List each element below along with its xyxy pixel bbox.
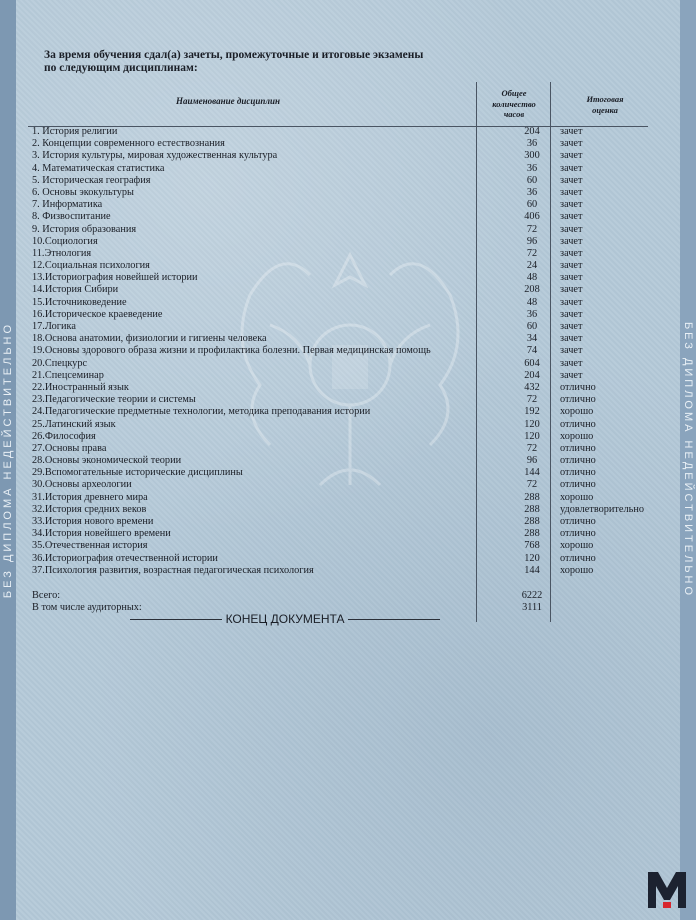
table-row xyxy=(32,236,672,248)
table-row xyxy=(32,187,672,199)
header-grade-line-2: оценка xyxy=(592,104,618,115)
discipline-grade: отлично xyxy=(560,381,596,393)
discipline-grade: зачет xyxy=(560,345,583,357)
table-row xyxy=(32,516,672,528)
discipline-name: 28.Основы экономической теории xyxy=(32,455,182,467)
discipline-hours: 96 xyxy=(526,455,538,467)
discipline-hours: 72 xyxy=(526,479,538,491)
table-row xyxy=(32,504,672,516)
discipline-name: 36.Историография отечественной истории xyxy=(32,552,218,564)
discipline-grade: зачет xyxy=(560,369,583,381)
discipline-grade: зачет xyxy=(560,186,583,198)
discipline-grade: отлично xyxy=(560,442,596,454)
discipline-name: 31.История древнего мира xyxy=(32,491,148,503)
discipline-name: 4. Математическая статистика xyxy=(32,162,165,174)
table-row xyxy=(32,260,672,272)
discipline-hours: 204 xyxy=(524,126,540,137)
discipline-grade: отлично xyxy=(560,528,596,540)
discipline-hours: 604 xyxy=(524,357,540,369)
right-strip-text: БЕЗ ДИПЛОМА НЕДЕЙСТВИТЕЛЬНО xyxy=(682,321,694,599)
table-row xyxy=(32,467,672,479)
discipline-list xyxy=(32,126,672,577)
header-hours-line-3: часов xyxy=(503,109,525,119)
discipline-grade: отлично xyxy=(560,394,596,406)
table-row xyxy=(32,284,672,296)
discipline-name: 7. Информатика xyxy=(32,199,103,211)
table-row xyxy=(32,224,672,236)
right-security-strip xyxy=(680,0,696,920)
discipline-name: 6. Основы экокультуры xyxy=(32,186,134,198)
discipline-hours: 74 xyxy=(526,345,538,357)
m-logo-icon xyxy=(644,866,690,912)
discipline-name: 12.Социальная психология xyxy=(32,260,150,272)
discipline-hours: 120 xyxy=(524,430,540,442)
discipline-hours: 288 xyxy=(524,516,540,527)
discipline-name: 13.Историография новейшей истории xyxy=(32,272,198,284)
discipline-name: 20.Спецкурс xyxy=(32,357,88,369)
discipline-grade: хорошо xyxy=(560,540,594,552)
discipline-hours: 36 xyxy=(526,138,538,150)
discipline-grade: зачет xyxy=(560,199,583,211)
discipline-hours: 144 xyxy=(524,467,540,479)
discipline-name: 15.Источниковедение xyxy=(32,296,127,308)
table-row xyxy=(32,419,672,431)
left-strip-text: БЕЗ ДИПЛОМА НЕДЕЙСТВИТЕЛЬНО xyxy=(2,321,14,599)
auditory-label: В том числе аудиторных: xyxy=(32,602,142,614)
table-row xyxy=(32,199,672,211)
discipline-grade: зачет xyxy=(560,174,583,186)
discipline-hours: 48 xyxy=(526,272,538,284)
table-row xyxy=(32,345,672,357)
discipline-hours: 36 xyxy=(526,308,538,320)
discipline-name: 10.Социология xyxy=(32,235,98,247)
discipline-grade: зачет xyxy=(560,162,583,174)
discipline-grade: зачет xyxy=(560,138,583,150)
discipline-grade: отлично xyxy=(560,455,596,467)
header-hours-line-2: количество xyxy=(492,98,536,109)
discipline-name: 8. Физвоспитание xyxy=(32,211,111,223)
discipline-grade: хорошо xyxy=(560,491,594,503)
discipline-grade: хорошо xyxy=(560,564,594,576)
total-hours: 6222 xyxy=(521,590,543,601)
discipline-name: 5. Историческая география xyxy=(32,174,151,186)
table-row xyxy=(32,211,672,223)
discipline-hours: 72 xyxy=(526,394,538,406)
discipline-hours: 768 xyxy=(524,540,540,552)
discipline-hours: 208 xyxy=(524,284,540,296)
discipline-hours: 60 xyxy=(526,321,538,332)
table-row xyxy=(32,370,672,382)
table-row xyxy=(32,528,672,540)
discipline-name: 30.Основы археологии xyxy=(32,479,132,491)
discipline-grade: зачет xyxy=(560,150,583,162)
table-row xyxy=(32,540,672,552)
discipline-hours: 288 xyxy=(524,503,540,515)
discipline-hours: 72 xyxy=(526,223,538,235)
intro-line-1: За время обучения сдал(а) зачеты, промежуточные и итоговые экзамены xyxy=(44,49,424,61)
table-row xyxy=(32,492,672,504)
discipline-hours: 72 xyxy=(526,247,538,259)
discipline-name: 3. История культуры, мировая художественная культура xyxy=(32,150,278,162)
discipline-name: 9. История образования xyxy=(32,223,137,235)
discipline-name: 24.Педагогические предметные технологии, методика преподавания истории xyxy=(32,406,371,418)
discipline-hours: 60 xyxy=(526,199,538,211)
discipline-hours: 36 xyxy=(526,162,538,174)
discipline-hours: 120 xyxy=(524,552,540,564)
discipline-name: 17.Логика xyxy=(32,321,76,332)
discipline-hours: 192 xyxy=(524,406,540,418)
discipline-name: 11.Этнология xyxy=(32,247,92,259)
discipline-hours: 120 xyxy=(524,418,540,430)
discipline-hours: 406 xyxy=(524,211,540,223)
discipline-name: 35.Отечественная история xyxy=(32,540,148,552)
table-row xyxy=(32,150,672,162)
table-row xyxy=(32,163,672,175)
discipline-name: 27.Основы права xyxy=(32,442,107,454)
discipline-hours: 34 xyxy=(526,333,538,345)
discipline-grade: зачет xyxy=(560,308,583,320)
intro-text xyxy=(44,49,423,75)
discipline-hours: 204 xyxy=(524,369,540,381)
discipline-name: 19.Основы здорового образа жизни и профилактика болезни. Первая медицинская помощь xyxy=(32,345,431,357)
discipline-name: 32.История средних веков xyxy=(32,503,147,515)
table-row xyxy=(32,138,672,150)
table-row xyxy=(32,358,672,370)
discipline-grade: зачет xyxy=(560,284,583,296)
discipline-grade: зачет xyxy=(560,357,583,369)
header-hours-line-1: Общее xyxy=(501,88,527,98)
discipline-grade: отлично xyxy=(560,516,596,527)
discipline-hours: 288 xyxy=(524,491,540,503)
left-security-strip xyxy=(0,0,16,920)
discipline-name: 34.История новейшего времени xyxy=(32,528,171,540)
discipline-name: 22.Иностранный язык xyxy=(32,381,129,393)
intro-line-2: по следующим дисциплинам: xyxy=(44,62,198,74)
discipline-name: 21.Спецсеминар xyxy=(32,369,104,381)
discipline-hours: 72 xyxy=(526,442,538,454)
table-row xyxy=(32,565,672,577)
discipline-hours: 96 xyxy=(526,235,538,247)
discipline-hours: 24 xyxy=(526,260,538,272)
total-label: Всего: xyxy=(32,590,61,601)
table-row xyxy=(32,175,672,187)
discipline-grade: отлично xyxy=(560,418,596,430)
discipline-name: 1. История религии xyxy=(32,126,118,137)
discipline-grade: зачет xyxy=(560,333,583,345)
discipline-hours: 60 xyxy=(526,174,538,186)
discipline-name: 37.Психология развития, возрастная педагогическая психология xyxy=(32,564,314,576)
discipline-grade: зачет xyxy=(560,247,583,259)
table-row xyxy=(32,406,672,418)
discipline-name: 23.Педагогические теории и системы xyxy=(32,394,196,406)
header-grade-line-1: Итоговая xyxy=(586,94,624,104)
table-row xyxy=(32,479,672,491)
discipline-hours: 48 xyxy=(526,296,538,308)
discipline-grade: отлично xyxy=(560,552,596,564)
discipline-name: 16.Историческое краеведение xyxy=(32,308,163,320)
discipline-name: 29.Вспомогательные исторические дисциплины xyxy=(32,467,243,479)
discipline-name: 33.История нового времени xyxy=(32,516,154,527)
table-row xyxy=(32,333,672,345)
auditory-hours: 3111 xyxy=(522,602,542,614)
discipline-grade: зачет xyxy=(560,223,583,235)
discipline-grade: зачет xyxy=(560,272,583,284)
discipline-grade: хорошо xyxy=(560,430,594,442)
discipline-hours: 288 xyxy=(524,528,540,540)
table-row xyxy=(32,553,672,565)
discipline-hours: 144 xyxy=(524,564,540,576)
header-total-hours xyxy=(480,88,548,120)
end-dash-left xyxy=(130,619,222,620)
discipline-grade: удовлетворительно xyxy=(560,503,644,515)
table-row xyxy=(32,431,672,443)
table-row xyxy=(32,272,672,284)
discipline-name: 25.Латинский язык xyxy=(32,418,116,430)
table-row xyxy=(32,309,672,321)
table-row xyxy=(32,394,672,406)
discipline-hours: 432 xyxy=(524,381,540,393)
discipline-grade: отлично xyxy=(560,479,596,491)
table-row xyxy=(32,321,672,333)
discipline-name: 2. Концепции современного естествознания xyxy=(32,138,225,150)
table-row xyxy=(32,126,672,138)
discipline-name: 14.История Сибири xyxy=(32,284,119,296)
end-document-text: КОНЕЦ ДОКУМЕНТА xyxy=(225,612,345,626)
totals-block xyxy=(32,590,672,614)
discipline-grade: зачет xyxy=(560,260,583,272)
discipline-hours: 36 xyxy=(526,186,538,198)
discipline-grade: хорошо xyxy=(560,406,594,418)
end-dash-right xyxy=(348,619,440,620)
discipline-grade: зачет xyxy=(560,321,583,332)
discipline-grade: зачет xyxy=(560,296,583,308)
discipline-grade: зачет xyxy=(560,211,583,223)
header-discipline-name: Наименование дисциплин xyxy=(176,96,280,106)
table-row xyxy=(32,248,672,260)
discipline-name: 18.Основа анатомии, физиологии и гигиены человека xyxy=(32,333,267,345)
discipline-grade: отлично xyxy=(560,467,596,479)
discipline-grade: зачет xyxy=(560,235,583,247)
discipline-name: 26.Философия xyxy=(32,430,96,442)
header-final-grade xyxy=(565,94,645,115)
table-row xyxy=(32,382,672,394)
table-row xyxy=(32,455,672,467)
discipline-hours: 300 xyxy=(524,150,540,162)
table-row xyxy=(32,297,672,309)
discipline-grade: зачет xyxy=(560,126,583,137)
table-row xyxy=(32,443,672,455)
end-of-document xyxy=(130,612,440,626)
total-row xyxy=(32,590,672,602)
